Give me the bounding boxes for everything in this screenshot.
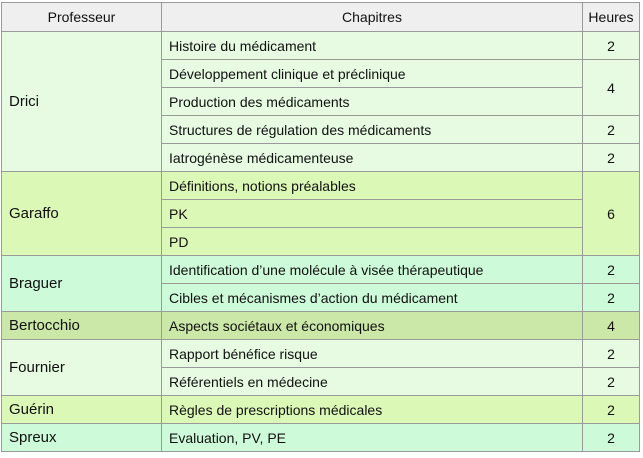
chapter-cell: Rapport bénéfice risque xyxy=(162,340,583,368)
chapter-cell: Référentiels en médecine xyxy=(162,368,583,396)
table-row xyxy=(2,256,640,284)
chapter-cell: Cibles et mécanismes d’action du médicament xyxy=(162,284,583,312)
chapter-cell: Iatrogénèse médicamenteuse xyxy=(162,144,583,172)
professor-cell: Fournier xyxy=(2,340,162,396)
table-row xyxy=(2,340,640,368)
hours-cell: 2 xyxy=(583,424,640,452)
header-chapitres: Chapitres xyxy=(162,3,583,32)
chapter-cell: Evaluation, PV, PE xyxy=(162,424,583,452)
hours-cell: 2 xyxy=(583,32,640,60)
hours-cell: 4 xyxy=(583,312,640,340)
table-row xyxy=(2,32,640,60)
hours-cell: 4 xyxy=(583,60,640,116)
hours-cell: 2 xyxy=(583,284,640,312)
professor-cell: Drici xyxy=(2,32,162,172)
chapter-cell: Règles de prescriptions médicales xyxy=(162,396,583,424)
hours-cell: 2 xyxy=(583,144,640,172)
hours-cell: 2 xyxy=(583,368,640,396)
chapter-cell: Histoire du médicament xyxy=(162,32,583,60)
hours-cell: 2 xyxy=(583,396,640,424)
header-row xyxy=(2,3,640,32)
hours-cell: 2 xyxy=(583,340,640,368)
professor-cell: Braguer xyxy=(2,256,162,312)
header-professeur: Professeur xyxy=(2,3,162,32)
hours-cell: 2 xyxy=(583,116,640,144)
chapter-cell: PK xyxy=(162,200,583,228)
table-row xyxy=(2,396,640,424)
header-heures: Heures xyxy=(583,3,640,32)
hours-cell: 6 xyxy=(583,172,640,256)
chapter-cell: Définitions, notions préalables xyxy=(162,172,583,200)
table-row xyxy=(2,312,640,340)
table-row xyxy=(2,172,640,200)
chapter-cell: Production des médicaments xyxy=(162,88,583,116)
course-table xyxy=(1,2,640,452)
chapter-cell: Identification d’une molécule à visée thérapeutique xyxy=(162,256,583,284)
professor-cell: Guérin xyxy=(2,396,162,424)
chapter-cell: Aspects sociétaux et économiques xyxy=(162,312,583,340)
chapter-cell: PD xyxy=(162,228,583,256)
table-row xyxy=(2,424,640,452)
professor-cell: Spreux xyxy=(2,424,162,452)
hours-cell: 2 xyxy=(583,256,640,284)
chapter-cell: Développement clinique et préclinique xyxy=(162,60,583,88)
chapter-cell: Structures de régulation des médicaments xyxy=(162,116,583,144)
professor-cell: Garaffo xyxy=(2,172,162,256)
professor-cell: Bertocchio xyxy=(2,312,162,340)
